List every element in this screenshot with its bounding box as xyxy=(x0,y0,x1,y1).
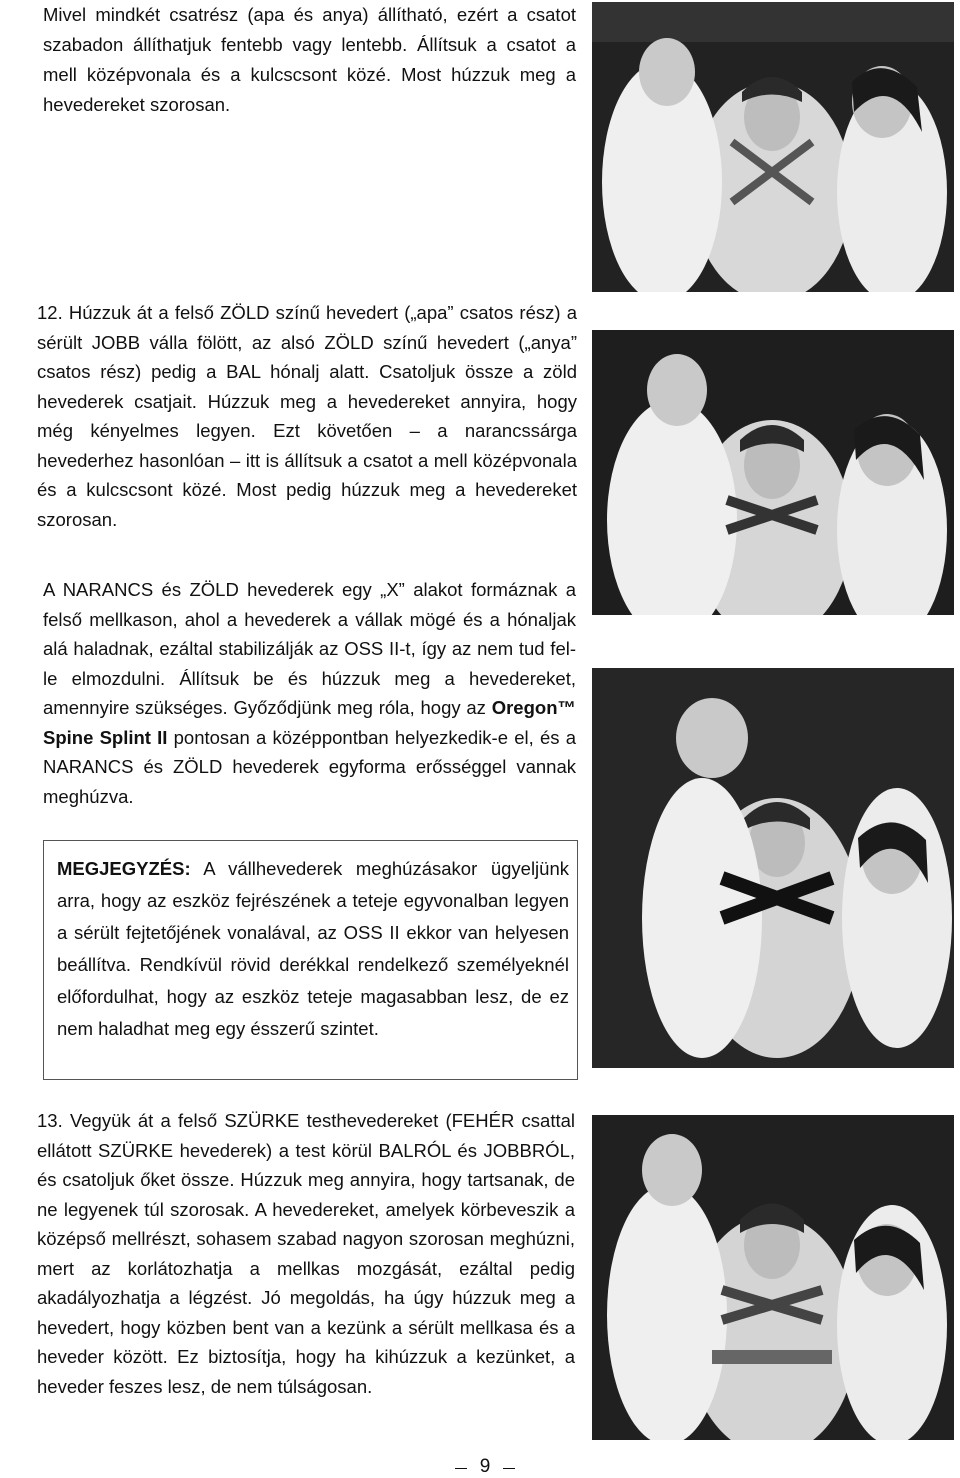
intro-paragraph xyxy=(43,0,576,120)
photo-step-13 xyxy=(592,1115,954,1440)
step-12-number: 12. xyxy=(37,302,63,323)
page-number-value: 9 xyxy=(479,1456,491,1477)
photo-note xyxy=(592,668,954,1068)
x-text-before: A NARANCS és ZÖLD hevederek egy „X” alakot formáznak a felső mellkason, ahol a hevederek a vállak mögé és a hónaljak alá haladnak, ezáltal stabilizálják az OSS II-t, így az nem tud fel-le elmozdulni. Állítsuk be és húzzuk meg a hevedereket, amennyire szükséges. Győződjünk meg róla, hogy az xyxy=(43,579,576,718)
x-text-after: pontosan a középpontban helyezkedik-e el, és a NARANCS és ZÖLD hevederek egyforma erősséggel vannak meghúzva. xyxy=(43,726,576,807)
step-13-number: 13. xyxy=(37,1110,63,1131)
step-12-paragraph xyxy=(37,298,577,534)
step-13-paragraph xyxy=(37,1106,575,1401)
step-12-text: Húzzuk át a felső ZÖLD színű hevedert („apa” csatos rész) a sérült JOBB válla fölött, az alsó ZÖLD színű hevedert („anya” csatos rész) pedig a BAL hónalj alatt. Csatoljuk össze a zöld hevederek csatjait. Húzzuk meg a hevedereket annyira, hogy még kényelmes legyen. Ezt követően – a narancssárga hevederhez hasonlóan – itt is állítsuk a csatot a mell középvonala és a kulcscsont közé. Most pedig húzzuk meg a hevedereket szorosan. xyxy=(37,302,577,530)
product-name: Oregon™ Spine Splint II xyxy=(43,697,576,748)
photo-step-12 xyxy=(592,330,954,615)
intro-text: Mivel mindkét csatrész (apa és anya) állítható, ezért a csatot szabadon állíthatjuk fentebb vagy lentebb. Állítsuk a csatot a mell középvonala és a kulcscsont közé. Most húzzuk meg a hevedereket szorosan. xyxy=(43,4,576,115)
step-13-text: Vegyük át a felső SZÜRKE testhevedereket (FEHÉR csattal ellátott SZÜRKE hevederek) a test körül BALRÓL és JOBBRÓL, és csatoljuk őket össze. Húzzuk meg annyira, hogy tartsanak, de ne legyenek túl szorosak. A hevedereket, amelyek körbeveszik a középső mellrészt, sohasem szabad nagyon szorosan meghúzni, mert az korlátozhatja a mellkas mozgását, ezáltal pedig akadályozhatja a légzést. Jó megoldás, ha úgy húzzuk meg a hevedert, hogy közben bent van a kezünk a sérült mellkasa és a heveder között. Ez biztosítja, hogy ha kihúzzuk a kezünket, a heveder feszes lesz, de nem túlságosan. xyxy=(37,1110,576,1397)
note-label: MEGJEGYZÉS: xyxy=(57,858,191,879)
x-shape-paragraph xyxy=(43,575,576,811)
photo-step-11 xyxy=(592,2,954,292)
note-text: A vállhevederek meghúzásakor ügyeljünk arra, hogy az eszköz fejrészének a teteje egyvonalban legyen a sérült fejtetőjének vonalával, az OSS II ekkor van helyesen beállítva. Rendkívül rövid derékkal rendelkező személyeknél előfordulhat, hogy az eszköz teteje magasabban lesz, de ez nem haladhat meg egy ésszerű szintet. xyxy=(57,858,569,1039)
note-body xyxy=(57,853,569,1045)
note-box xyxy=(43,840,578,1080)
page-number xyxy=(455,1456,515,1478)
